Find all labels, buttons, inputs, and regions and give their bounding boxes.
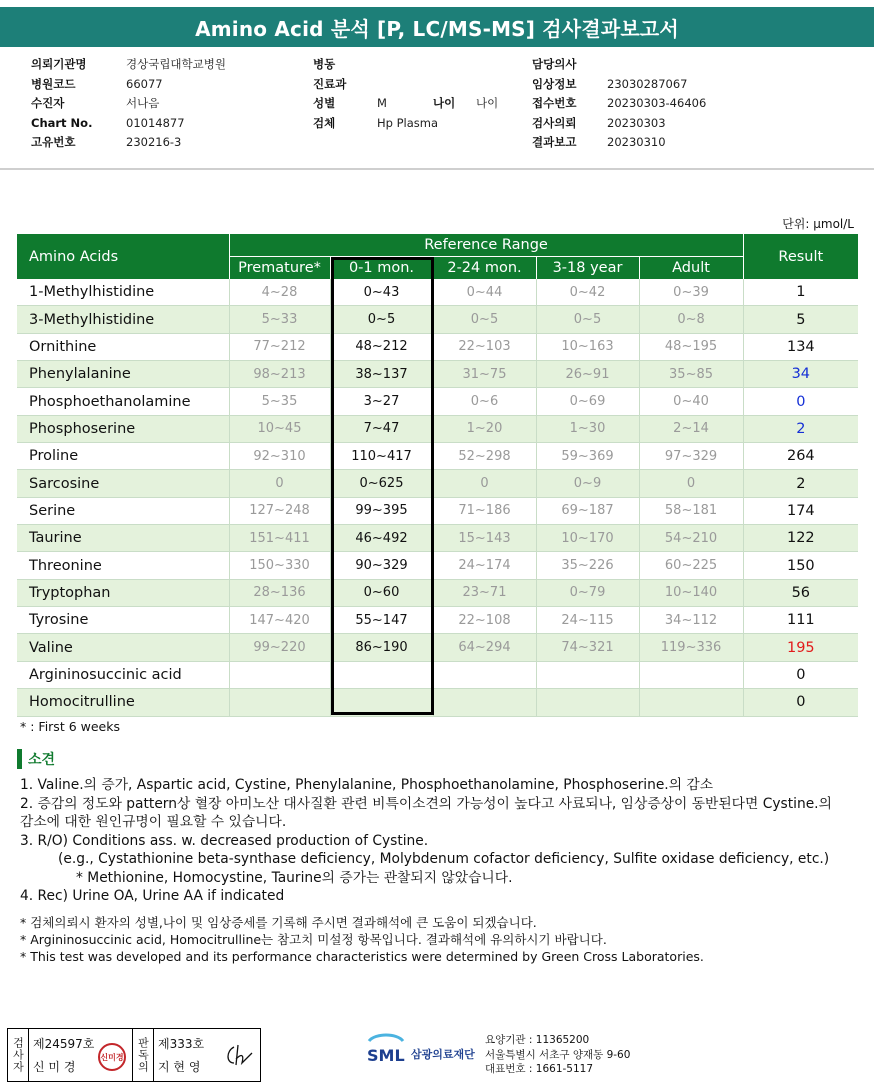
reference-range-cell: [536, 661, 639, 688]
reference-range-cell: 147~420: [229, 607, 330, 634]
reference-range-cell: [229, 661, 330, 688]
reference-range-cell: 10~163: [536, 333, 639, 360]
reference-range-cell: 0~79: [536, 579, 639, 606]
reference-range-cell: 4~28: [229, 279, 330, 306]
reference-range-cell: 10~45: [229, 415, 330, 442]
header-premature: Premature*: [229, 257, 330, 280]
header-2-24-mon: 2-24 mon.: [433, 257, 536, 280]
lab-code: 요양기관 : 11365200: [485, 1034, 590, 1046]
info-value: 20230303: [607, 115, 666, 130]
table-row: [17, 552, 858, 579]
reference-range-cell: 99~395: [330, 497, 433, 524]
result-cell: 264: [743, 443, 858, 470]
amino-acid-name: Threonine: [17, 552, 229, 579]
reference-range-cell: 0~5: [433, 306, 536, 333]
lab-phone: 대표번호 : 1661-5117: [485, 1063, 594, 1075]
header-adult: Adult: [639, 257, 743, 280]
finding-line: 4. Rec) Urine OA, Urine AA if indicated: [20, 888, 285, 904]
reference-range-cell: 86~190: [330, 634, 433, 661]
info-label: Chart No.: [31, 115, 93, 130]
reference-range-cell: [639, 689, 743, 716]
reference-range-cell: [639, 661, 743, 688]
header-0-1-mon: 0-1 mon.: [330, 257, 433, 280]
table-row: [17, 661, 858, 688]
reference-range-cell: 71~186: [433, 497, 536, 524]
table-row: [17, 361, 858, 388]
result-cell: 174: [743, 497, 858, 524]
reference-range-cell: 69~187: [536, 497, 639, 524]
amino-acid-name: Phenylalanine: [17, 361, 229, 388]
table-row: [17, 634, 858, 661]
reference-range-cell: 48~212: [330, 333, 433, 360]
info-value: 20230303-46406: [607, 96, 707, 110]
reference-range-cell: 1~20: [433, 415, 536, 442]
result-cell: 2: [743, 415, 858, 442]
info-row: [31, 133, 226, 153]
reference-range-cell: 24~115: [536, 607, 639, 634]
reference-range-cell: 5~35: [229, 388, 330, 415]
reference-range-cell: 52~298: [433, 443, 536, 470]
findings-bar: [17, 749, 22, 769]
result-cell: 0: [743, 689, 858, 716]
table-row: [17, 470, 858, 497]
reference-range-cell: 60~225: [639, 552, 743, 579]
reference-range-cell: 0: [639, 470, 743, 497]
reference-range-cell: 0~42: [536, 279, 639, 306]
amino-acid-name: Phosphoserine: [17, 415, 229, 442]
header-result: Result: [743, 234, 858, 279]
findings-text: [20, 776, 860, 906]
amino-acid-name: Tryptophan: [17, 579, 229, 606]
reference-range-cell: 22~103: [433, 333, 536, 360]
lab-address: 서울특별시 서초구 양재동 9-60: [485, 1048, 631, 1061]
reference-range-cell: 0~9: [536, 470, 639, 497]
age-value: 나이: [476, 96, 499, 110]
reference-range-cell: 74~321: [536, 634, 639, 661]
signature-scribble: [222, 1041, 254, 1069]
header-divider: [0, 168, 874, 170]
reference-range-cell: 28~136: [229, 579, 330, 606]
amino-acid-rows: [17, 279, 858, 716]
reference-range-cell: 1~30: [536, 415, 639, 442]
note-line: * Argininosuccinic acid, Homocitrulline는 참고치 미설정 항목입니다. 결과해석에 유의하시기 바랍니다.: [20, 932, 607, 948]
amino-acid-name: Serine: [17, 497, 229, 524]
tester-label: 검사자: [8, 1029, 29, 1081]
result-cell: 56: [743, 579, 858, 606]
info-row: [31, 75, 226, 95]
info-label: 수진자: [31, 96, 65, 110]
table-row: [17, 497, 858, 524]
reviewer-number: 제333호: [158, 1037, 205, 1051]
reference-range-cell: 58~181: [639, 497, 743, 524]
finding-line: 3. R/O) Conditions ass. w. decreased production of Cystine.: [20, 832, 429, 849]
info-value: 서나음: [126, 96, 160, 110]
findings-title: 소견: [28, 752, 56, 768]
sex-value: M: [377, 96, 387, 110]
sml-logo-icon: [365, 1031, 407, 1067]
tester-stamp: 신미경: [98, 1043, 126, 1071]
lab-logo: [365, 1031, 475, 1067]
reference-range-cell: 98~213: [229, 361, 330, 388]
info-value: 경상국립대학교병원: [126, 57, 226, 71]
amino-acid-name: Proline: [17, 443, 229, 470]
reference-range-cell: [433, 661, 536, 688]
reference-range-cell: 92~310: [229, 443, 330, 470]
reference-range-cell: 99~220: [229, 634, 330, 661]
info-label: 임상정보: [532, 76, 577, 91]
amino-acid-name: Homocitrulline: [17, 689, 229, 716]
result-cell: 5: [743, 306, 858, 333]
patient-info-col2: [313, 55, 498, 133]
header-reference-range: Reference Range: [229, 234, 743, 257]
reference-range-cell: 0~44: [433, 279, 536, 306]
info-value: 20230310: [607, 135, 666, 149]
reference-range-cell: 0~5: [330, 306, 433, 333]
finding-line: 1. Valine.의 증가, Aspartic acid, Cystine, Phenylalanine, Phosphoethanolamine, Phosphoserine.의 감소: [20, 777, 714, 793]
note-line: * This test was developed and its performance characteristics were determined by Green Cross Laboratories.: [20, 949, 704, 965]
info-label: 검사의뢰: [532, 115, 577, 130]
reference-range-cell: 0~39: [639, 279, 743, 306]
table-row: [17, 333, 858, 360]
notes: [20, 914, 865, 966]
table-row: [17, 689, 858, 716]
info-label: 의뢰기관명: [31, 57, 87, 71]
reference-range-cell: 150~330: [229, 552, 330, 579]
result-cell: 2: [743, 470, 858, 497]
result-cell: 1: [743, 279, 858, 306]
reference-range-cell: 0~6: [433, 388, 536, 415]
reference-range-cell: [330, 661, 433, 688]
lab-name: 삼광의료재단: [411, 1048, 475, 1061]
info-label: 접수번호: [532, 96, 577, 110]
reference-range-cell: 34~112: [639, 607, 743, 634]
info-label: 고유번호: [31, 135, 76, 149]
reference-range-cell: 90~329: [330, 552, 433, 579]
reference-range-cell: 31~75: [433, 361, 536, 388]
note-line: * 검체의뢰시 환자의 성별,나이 및 임상증세를 기록해 주시면 결과해석에 큰 도움이 되겠습니다.: [20, 915, 537, 930]
reference-range-cell: 10~140: [639, 579, 743, 606]
info-value: 23030287067: [607, 76, 688, 91]
finding-line: 감소에 대한 원인규명이 필요할 수 있습니다.: [20, 814, 287, 830]
reference-range-cell: 0~69: [536, 388, 639, 415]
specimen-label: 검체: [313, 115, 336, 130]
reference-range-cell: 3~27: [330, 388, 433, 415]
reference-range-cell: [536, 689, 639, 716]
reference-range-cell: 26~91: [536, 361, 639, 388]
reference-range-cell: [229, 689, 330, 716]
result-cell: 122: [743, 525, 858, 552]
age-label: 나이: [433, 96, 456, 110]
reference-range-cell: 97~329: [639, 443, 743, 470]
reference-range-cell: 10~170: [536, 525, 639, 552]
reference-range-cell: 5~33: [229, 306, 330, 333]
reference-range-cell: 0~5: [536, 306, 639, 333]
table-row: [17, 306, 858, 333]
table-row: [17, 388, 858, 415]
reviewer-cell: [154, 1029, 258, 1081]
reference-range-cell: 0: [229, 470, 330, 497]
amino-acid-name: Argininosuccinic acid: [17, 661, 229, 688]
reference-range-cell: 64~294: [433, 634, 536, 661]
amino-acid-table: [17, 234, 858, 717]
finding-line: 2. 증감의 정도와 pattern상 혈장 아미노산 대사질환 관련 비특이소견의 가능성이 높다고 사료되나, 임상증상이 동반된다면 Cystine.의: [20, 795, 832, 812]
reference-range-cell: 38~137: [330, 361, 433, 388]
reference-range-cell: 0: [433, 470, 536, 497]
lab-info: [485, 1033, 630, 1077]
tester-name: 신 미 경: [33, 1060, 76, 1074]
reviewer-name: 지 현 영: [158, 1060, 201, 1074]
info-label: 결과보고: [532, 135, 577, 149]
footnote: * : First 6 weeks: [20, 719, 120, 734]
info-value: 01014877: [126, 115, 185, 130]
result-cell: 0: [743, 661, 858, 688]
reference-range-cell: 0~625: [330, 470, 433, 497]
table-row: [17, 579, 858, 606]
amino-acid-name: 3-Methylhistidine: [17, 306, 229, 333]
amino-acid-name: Sarcosine: [17, 470, 229, 497]
reference-range-cell: [330, 689, 433, 716]
reviewer-label: 판독의: [133, 1029, 154, 1081]
report-title: Amino Acid 분석 [P, LC/MS-MS] 검사결과보고서: [0, 7, 874, 47]
info-row: [31, 114, 226, 134]
result-cell: 111: [743, 607, 858, 634]
patient-info-col3: [532, 55, 706, 153]
table-row: [17, 607, 858, 634]
reference-range-cell: 55~147: [330, 607, 433, 634]
amino-acid-name: 1-Methylhistidine: [17, 279, 229, 306]
info-row: [31, 94, 226, 114]
amino-acid-name: Ornithine: [17, 333, 229, 360]
reference-range-cell: 0~8: [639, 306, 743, 333]
amino-acid-name: Phosphoethanolamine: [17, 388, 229, 415]
result-cell: 195: [743, 634, 858, 661]
amino-acid-name: Taurine: [17, 525, 229, 552]
reference-range-cell: 35~85: [639, 361, 743, 388]
reference-range-cell: 0~60: [330, 579, 433, 606]
result-cell: 150: [743, 552, 858, 579]
finding-line: * Methionine, Homocystine, Taurine의 증가는 관찰되지 않았습니다.: [76, 869, 513, 886]
dept-label: 진료과: [313, 76, 347, 91]
reference-range-cell: 151~411: [229, 525, 330, 552]
reference-range-cell: 23~71: [433, 579, 536, 606]
reference-range-cell: 54~210: [639, 525, 743, 552]
ward-label: 병동: [313, 57, 336, 71]
finding-line: (e.g., Cystathionine beta-synthase deficiency, Molybdenum cofactor deficiency, Sulfite oxidase deficiency, etc.): [58, 851, 830, 867]
reference-range-cell: 77~212: [229, 333, 330, 360]
result-cell: 0: [743, 388, 858, 415]
findings-heading: [17, 748, 55, 770]
reference-range-cell: 110~417: [330, 443, 433, 470]
info-row: [31, 55, 226, 75]
result-cell: 134: [743, 333, 858, 360]
reference-range-cell: [433, 689, 536, 716]
table-row: [17, 279, 858, 306]
result-cell: 34: [743, 361, 858, 388]
reference-range-cell: 48~195: [639, 333, 743, 360]
table-row: [17, 415, 858, 442]
reference-range-cell: 119~336: [639, 634, 743, 661]
tester-cell: [29, 1029, 133, 1081]
patient-info-col1: [31, 55, 226, 153]
reference-range-cell: 2~14: [639, 415, 743, 442]
reference-range-cell: 46~492: [330, 525, 433, 552]
amino-acid-name: Tyrosine: [17, 607, 229, 634]
logo-text: SML: [367, 1046, 405, 1065]
tester-number: 제24597호: [33, 1037, 95, 1051]
table-row: [17, 443, 858, 470]
table-row: [17, 525, 858, 552]
reference-range-cell: 15~143: [433, 525, 536, 552]
reference-range-cell: 24~174: [433, 552, 536, 579]
amino-acid-name: Valine: [17, 634, 229, 661]
signature-box: [7, 1028, 261, 1082]
reference-range-cell: 59~369: [536, 443, 639, 470]
specimen-value: Hp Plasma: [377, 115, 439, 130]
info-label: 병원코드: [31, 76, 76, 91]
unit-label: 단위: μmol/L: [782, 217, 854, 231]
sex-label: 성별: [313, 96, 336, 110]
reference-range-cell: 7~47: [330, 415, 433, 442]
info-value: 230216-3: [126, 135, 182, 149]
reference-range-cell: 127~248: [229, 497, 330, 524]
info-label: 담당의사: [532, 57, 577, 71]
reference-range-cell: 35~226: [536, 552, 639, 579]
reference-range-cell: 22~108: [433, 607, 536, 634]
reference-range-cell: 0~40: [639, 388, 743, 415]
header-amino-acids: Amino Acids: [17, 234, 229, 279]
info-value: 66077: [126, 76, 163, 91]
header-3-18-year: 3-18 year: [536, 257, 639, 280]
reference-range-cell: 0~43: [330, 279, 433, 306]
